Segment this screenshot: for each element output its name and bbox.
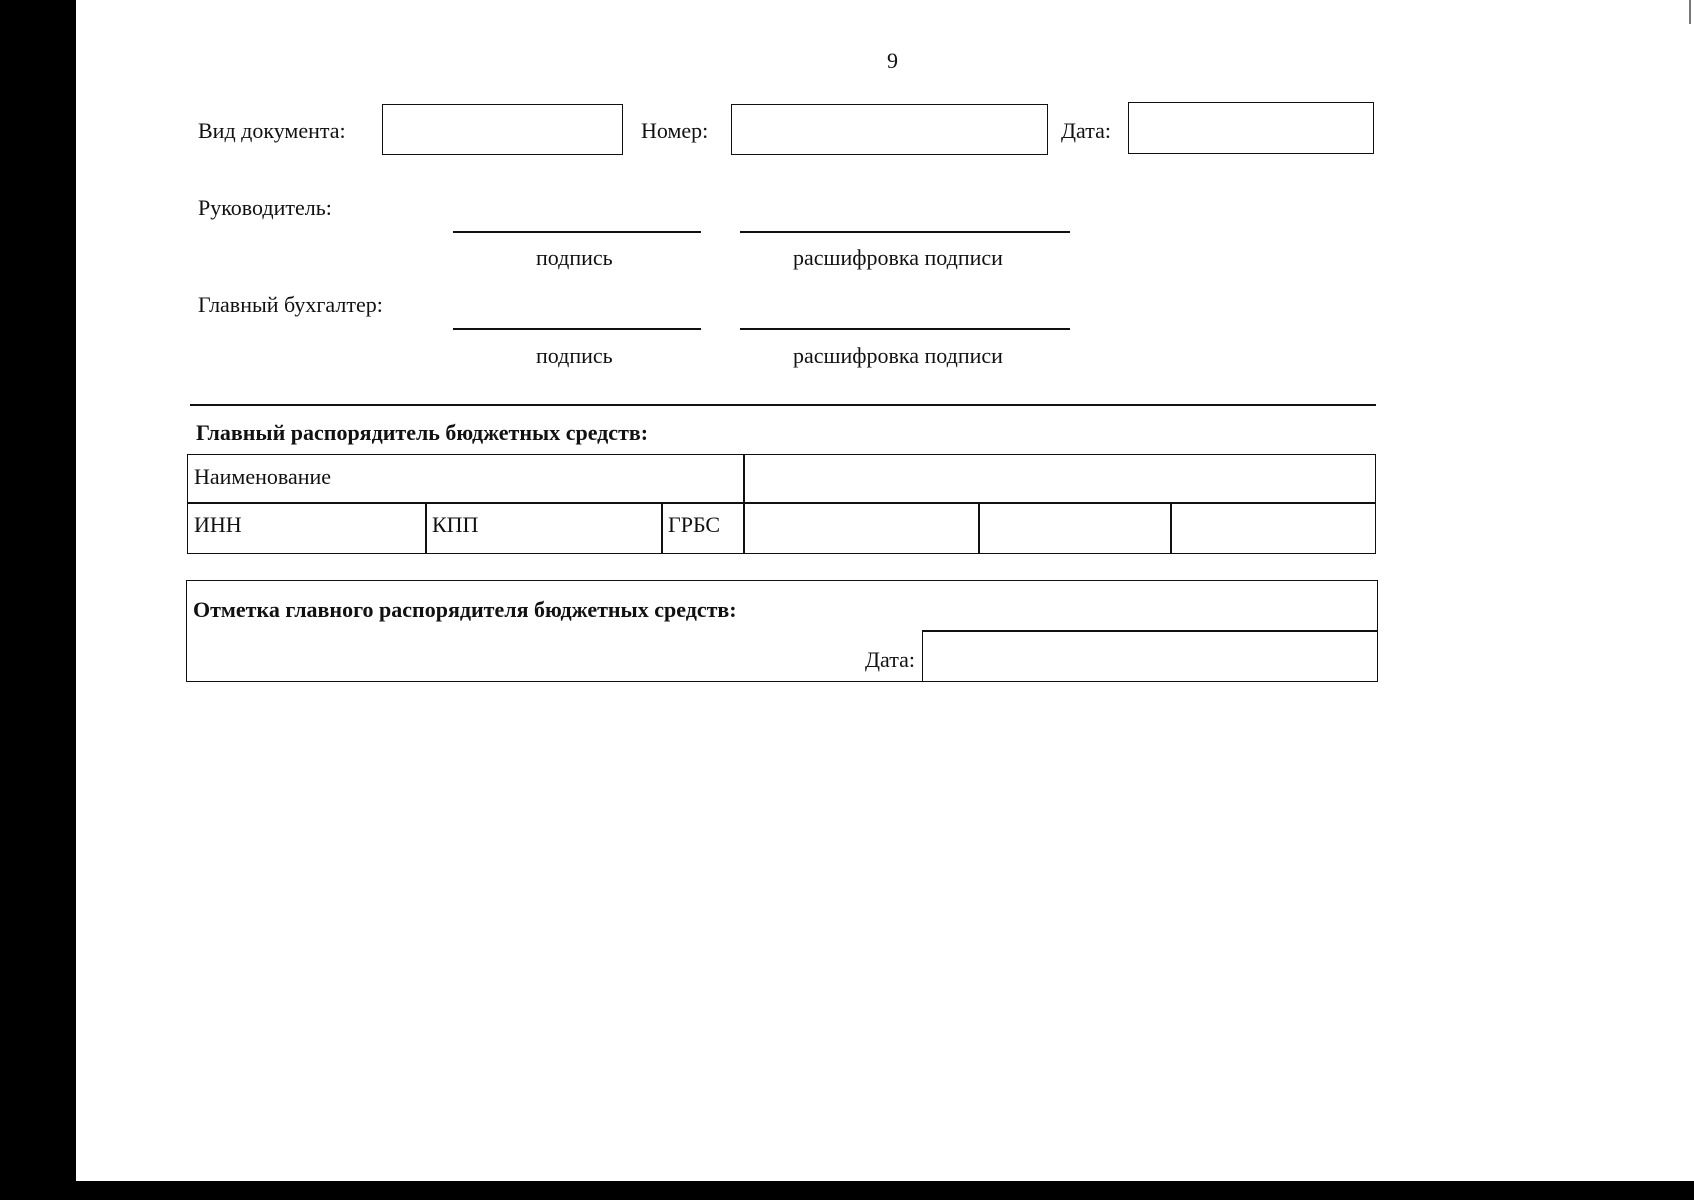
mark-heading: Отметка главного распорядителя бюджетных средств: — [193, 597, 737, 622]
manager-inn-field[interactable] — [743, 502, 980, 554]
document-date-label: Дата: — [1061, 118, 1111, 143]
mark-date-label: Дата: — [865, 647, 915, 672]
document-number-label: Номер: — [641, 118, 709, 143]
manager-kpp-label-cell — [425, 502, 663, 554]
mark-date-field[interactable] — [922, 630, 1378, 682]
scan-bottom-edge — [58, 1181, 1694, 1200]
accountant-signature-caption: подпись — [536, 343, 613, 368]
document-type-field[interactable] — [382, 104, 623, 155]
director-decode-caption: расшифровка подписи — [793, 245, 1003, 270]
manager-heading: Главный распорядитель бюджетных средств: — [196, 420, 649, 445]
scan-edge-mark — [1689, 0, 1691, 24]
document-type-label: Вид документа: — [198, 118, 346, 143]
document-date-field[interactable] — [1128, 102, 1374, 154]
scan-left-edge — [58, 0, 76, 1181]
manager-name-label: Наименование — [194, 464, 332, 489]
director-decode-line — [740, 231, 1070, 233]
manager-grbs-field[interactable] — [1170, 502, 1376, 554]
manager-grbs-label-cell — [661, 502, 745, 554]
accountant-signature-line — [453, 328, 701, 330]
accountant-decode-caption: расшифровка подписи — [793, 343, 1003, 368]
manager-kpp-field[interactable] — [978, 502, 1172, 554]
director-signature-caption: подпись — [536, 245, 613, 270]
manager-name-field[interactable] — [743, 454, 1376, 504]
director-label: Руководитель: — [198, 195, 332, 220]
manager-grbs-label: ГРБС — [668, 512, 721, 537]
manager-inn-label: ИНН — [194, 512, 242, 537]
manager-name-label-cell — [187, 454, 745, 504]
accountant-decode-line — [740, 328, 1070, 330]
document-number-field[interactable] — [731, 104, 1048, 155]
page-number: 9 — [887, 48, 898, 73]
chief-accountant-label: Главный бухгалтер: — [198, 292, 383, 317]
director-signature-line — [453, 231, 701, 233]
section-separator — [190, 404, 1376, 406]
manager-kpp-label: КПП — [432, 512, 479, 537]
manager-inn-label-cell — [187, 502, 427, 554]
